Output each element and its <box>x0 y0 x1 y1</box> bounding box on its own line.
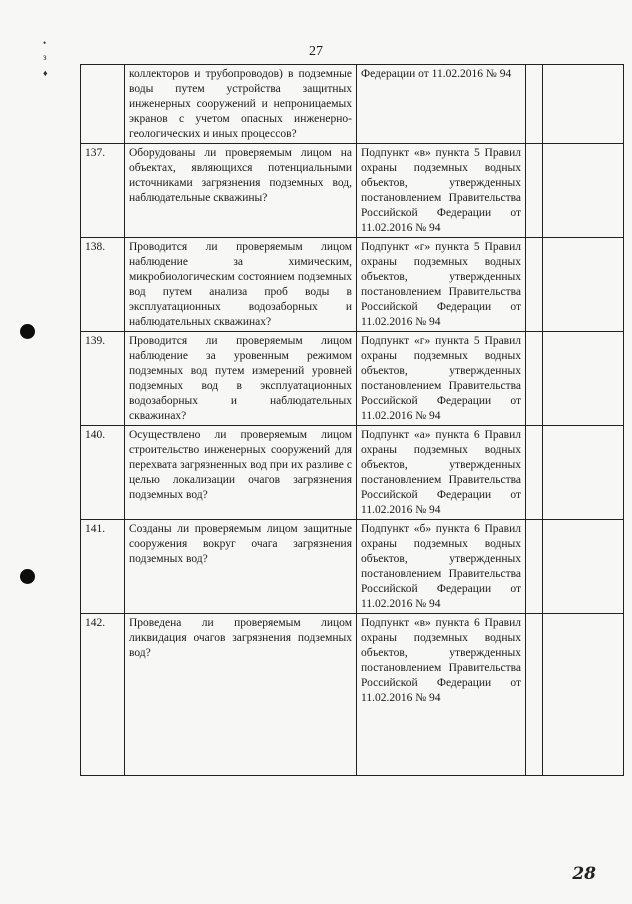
question-text: Осуществлено ли проверяемым лицом строительство инженерных сооружений для перехвата загрязненных вод при их разливе с целью локализации очагов загрязнения подземных вод? <box>125 426 357 520</box>
table-row <box>81 614 624 776</box>
question-text: Проведена ли проверяемым лицом ликвидация очагов загрязнения подземных вод? <box>125 614 357 776</box>
legal-reference: Подпункт «в» пункта 6 Правил охраны подземных водных объектов, утвержденных постановлением Правительства Российской Федерации от 11.02.2016 № 94 <box>357 614 526 776</box>
row-number: 140. <box>81 426 125 520</box>
row-number: 139. <box>81 332 125 426</box>
notes-cell <box>543 238 624 332</box>
margin-mark: ♦ <box>43 68 48 78</box>
table-row <box>81 426 624 520</box>
question-text: коллекторов и трубопроводов) в подземные воды путем устройства защитных инженерных сооружений и непроницаемых экранов с учетом опасных инженерно-геологических и иных процессов? <box>125 65 357 144</box>
answer-cell <box>526 238 543 332</box>
margin-mark: • <box>43 38 47 48</box>
legal-reference: Подпункт «г» пункта 5 Правил охраны подземных водных объектов, утвержденных постановлением Правительства Российской Федерации от 11.02.2016 № 94 <box>357 238 526 332</box>
punch-hole <box>20 324 35 339</box>
table-row <box>81 238 624 332</box>
legal-reference: Подпункт «в» пункта 5 Правил охраны подземных водных объектов, утвержденных постановлением Правительства Российской Федерации от 11.02.2016 № 94 <box>357 144 526 238</box>
row-number: 142. <box>81 614 125 776</box>
checklist-table <box>80 64 624 776</box>
row-number: 138. <box>81 238 125 332</box>
question-text: Проводится ли проверяемым лицом наблюдение за уровенным режимом подземных вод путем измерений уровней подземных вод в эксплуатационных водозаборных и наблюдательных скважинах? <box>125 332 357 426</box>
notes-cell <box>543 520 624 614</box>
answer-cell <box>526 520 543 614</box>
legal-reference: Подпункт «а» пункта 6 Правил охраны подземных водных объектов, утвержденных постановлением Правительства Российской Федерации от 11.02.2016 № 94 <box>357 426 526 520</box>
legal-reference: Подпункт «б» пункта 6 Правил охраны подземных водных объектов, утвержденных постановлением Правительства Российской Федерации от 11.02.2016 № 94 <box>357 520 526 614</box>
row-number <box>81 65 125 144</box>
handwritten-page-number: 28 <box>572 864 596 884</box>
notes-cell <box>543 332 624 426</box>
question-text: Созданы ли проверяемым лицом защитные сооружения вокруг очага загрязнения подземных вод? <box>125 520 357 614</box>
table-row <box>81 65 624 144</box>
notes-cell <box>543 65 624 144</box>
answer-cell <box>526 426 543 520</box>
table-row <box>81 144 624 238</box>
answer-cell <box>526 65 543 144</box>
notes-cell <box>543 426 624 520</box>
legal-reference: Федерации от 11.02.2016 № 94 <box>357 65 526 144</box>
question-text: Проводится ли проверяемым лицом наблюдение за химическим, микробиологическим состоянием подземных вод путем анализа проб воды в эксплуатационных водозаборных и наблюдательных скважинах? <box>125 238 357 332</box>
legal-reference: Подпункт «г» пункта 5 Правил охраны подземных водных объектов, утвержденных постановлением Правительства Российской Федерации от 11.02.2016 № 94 <box>357 332 526 426</box>
answer-cell <box>526 332 543 426</box>
margin-mark: з <box>43 52 47 62</box>
punch-hole <box>20 569 35 584</box>
answer-cell <box>526 614 543 776</box>
notes-cell <box>543 614 624 776</box>
page-number: 27 <box>309 44 323 59</box>
question-text: Оборудованы ли проверяемым лицом на объектах, являющихся потенциальными источниками загрязнения подземных вод, наблюдательные скважины? <box>125 144 357 238</box>
table-row <box>81 332 624 426</box>
answer-cell <box>526 144 543 238</box>
row-number: 137. <box>81 144 125 238</box>
row-number: 141. <box>81 520 125 614</box>
notes-cell <box>543 144 624 238</box>
table-row <box>81 520 624 614</box>
